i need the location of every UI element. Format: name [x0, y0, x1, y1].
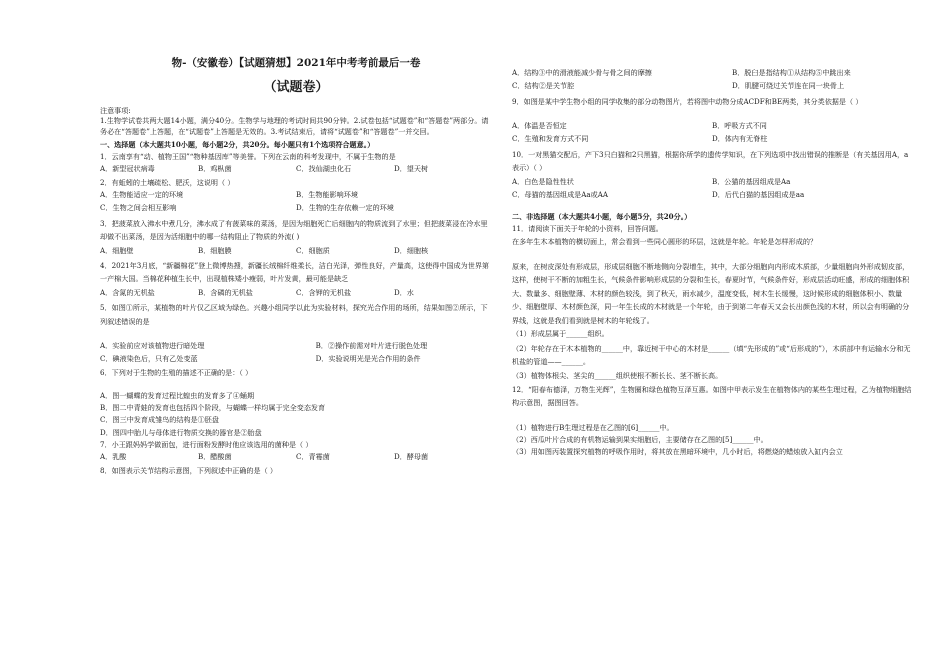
q5-option-a: A．实验前应对该植物进行暗处理 — [100, 340, 205, 350]
left-column — [100, 56, 492, 476]
q6-stem: 6．下列对于生物的生殖的描述不正确的是：（ ） — [100, 367, 253, 377]
q8-stem: 8．如图表示关节结构示意图，下列叙述中正确的是（ ） — [100, 465, 278, 475]
q8-option-b: B．脱臼是指结构①从结构⑤中跳出来 — [732, 68, 851, 77]
q7-stem: 7．小王跟妈妈学做面包，进行面粉发酵时他应该选用的菌种是（ ） — [100, 439, 313, 449]
q1-option-a: A．新型冠状病毒 — [100, 164, 155, 174]
q9-options-row1 — [512, 121, 912, 131]
section-gap — [512, 203, 912, 209]
q3-option-c: C．细胞质 — [296, 245, 330, 255]
q12-sub1: （1）植物进行B生理过程是在乙图的[6]______中。 — [512, 422, 674, 432]
q12-sub2: （2）西瓜叶片合成的有机物运输到果实细胞后，主要储存在乙图的[5]______中。 — [512, 435, 768, 444]
q8-option-d: D．肌腱可绕过关节连在同一块骨上 — [732, 81, 845, 91]
q11-sub3: （3）植物体根尖、茎尖的______组织使根不断长长、茎不断长高。 — [512, 370, 723, 380]
q10-stem: 10．一对黑猫交配后，产下3只白猫和2只黑猫，根据你所学的遗传学知识，在下列选项中找出错误的推断是（有关基因用A，a表示）（ ） — [512, 149, 909, 173]
q6-option-b: B．图二中青蛙的发育也包括四个阶段，与蝴蝶一样均属于完全变态发育 — [100, 403, 326, 413]
q9-option-a: A．体温是否恒定 — [512, 121, 567, 131]
q10-option-d: D．后代白猫的基因组成是aa — [712, 189, 805, 199]
q10-option-a: A．白色是隐性性状 — [512, 176, 574, 186]
q1-option-c: C．找仙湖虫化石 — [296, 164, 352, 174]
q5-options-row1 — [100, 341, 492, 351]
notice-label: 注意事项: — [100, 106, 131, 116]
q4-option-a: A．含氮的无机盐 — [100, 287, 155, 297]
q1-options — [100, 164, 492, 174]
q8-option-a: A．结构③中的滑液能减少骨与骨之间的摩擦 — [512, 68, 652, 77]
q5-stem: 5．如图①所示，某植物的叶片仅乙区域为绿色。兴趣小组同学以此为实验材料，探究光合作用的场所，结果如图②所示，下列叙述错误的是 — [100, 303, 488, 326]
q10-options-row1 — [512, 177, 912, 187]
q12-stem: 12．“阳春布德泽，万物生光辉”，生物圈和绿色植物互泽互惠。如图中甲表示发生在植物体内的某些生理过程，乙为植物细胞结构示意图，据图回答。 — [512, 384, 912, 408]
q3-stem: 3．把菠菜放入沸水中煮几分，沸水成了有菠菜味的菜汤，是因为细胞死亡后细胞内的物质流到了水里；但把菠菜浸在冷水里却做不出菜汤，是因为活细胞中的哪一结构阻止了物质的外流( ) — [100, 218, 488, 242]
q6-option-a: A．图一蝴蝶的发育过程比蝗虫的发育多了④蛹期 — [100, 390, 255, 400]
q10-option-c: C．母猫的基因组成是Aa或AA — [512, 189, 608, 199]
right-column — [512, 66, 912, 458]
q7-option-c: C．青霉菌 — [296, 452, 330, 462]
q1-option-b: B．鸡枞菌 — [198, 164, 232, 174]
q2-option-d: D．生物的生存依赖一定的环境 — [296, 203, 394, 213]
q11-question: 在多年生木本植物的横切面上，常会看到一些同心圆形的环层，这就是年轮。年轮是怎样形成的？ — [512, 236, 818, 246]
q8-option-c: C．结构②是关节腔 — [512, 81, 575, 91]
q4-stem: 4．2021年3月底，“新疆棉花”登上微博热搜，新疆长绒棉纤维柔长，洁白光泽，弹性良好，产量高，这使得中国成为世界第一产棉大国。当棉花种植生长中，出现植株矮小瘦弱，叶片发黄，最可能是缺乏 — [100, 260, 490, 284]
q7-option-a: A．乳酸 — [100, 452, 127, 462]
notice-text: 1.生物学试卷共两大题14小题，满分40分。生物学与地理的考试时间共90分钟。2.试卷包括“试题卷”和“答题卷”两部分。请务必在“答题卷”上答题，在“试题卷”上答题是无效的。3.考试结束后，请将“试题卷”和“答题卷”一并交回。 — [100, 116, 489, 136]
q9-option-b: B．呼吸方式不同 — [712, 121, 767, 131]
q8-options-row1 — [512, 68, 912, 78]
q12-sub3: （3）用如图丙装置探究植物的呼吸作用时，将其放在黑暗环境中，几小时后，将燃烧的蜡烛放入缸内会立 — [512, 447, 843, 457]
q12-figure-space — [512, 410, 912, 421]
q7-option-d: D．酵母菌 — [394, 452, 429, 462]
q2-options-row1 — [100, 190, 492, 200]
q6-figure-space — [100, 378, 492, 389]
q9-figure-space — [512, 108, 912, 119]
q10-option-b: B．公猫的基因组成是Aa — [712, 176, 791, 186]
q9-option-d: D．体内有无脊柱 — [712, 134, 768, 144]
q4-option-c: C．含钾的无机盐 — [296, 287, 352, 297]
q6-option-d: D．图四中胎儿与母体进行物质交换的器官是②胎盘 — [100, 427, 262, 437]
q5-option-b: B．②操作前需对叶片进行脱色处理 — [315, 340, 428, 350]
q4-option-b: B．含磷的无机盐 — [198, 287, 253, 297]
q2-option-b: B．生物能影响环境 — [296, 190, 358, 200]
q10-options-row2 — [512, 190, 912, 200]
q1-stem: 1．云南享有“动、植物王国”“物种基因库”等美誉。下列在云南的科考发现中，不属于生物的是 — [100, 152, 396, 162]
q4-options — [100, 288, 492, 298]
page-subtitle: （试题卷） — [263, 80, 329, 96]
q9-options-row2 — [512, 134, 912, 144]
section1-heading: 一、选择题（本大题共10小题，每小题2分，共20分。每小题只有1个选项符合题意。） — [100, 139, 375, 149]
q11-sub1: （1）形成层属于______组织。 — [512, 329, 609, 339]
q2-option-a: A．生物能适应一定的环境 — [100, 190, 184, 200]
q11-figure-space — [512, 247, 912, 258]
q3-option-b: B．细胞膜 — [198, 245, 232, 255]
q9-stem: 9．如图是某中学生物小组的同学收集的部分动物图片，若将图中动物分成ACDF和BE两类，其分类依据是（ ） — [512, 96, 863, 106]
q4-option-d: D．水 — [394, 287, 414, 297]
q2-options-row2 — [100, 203, 492, 213]
q7-options — [100, 452, 492, 462]
q3-option-a: A．细胞壁 — [100, 245, 134, 255]
q5-figure-space — [100, 328, 492, 339]
q7-option-b: B．醋酸菌 — [198, 452, 232, 462]
q11-stem: 11．请阅读下面关于年轮的小资料，回答问题。 — [512, 224, 663, 234]
q1-option-d: D．望天树 — [394, 164, 429, 174]
q9-option-c: C．生殖和发育方式不同 — [512, 134, 589, 144]
q2-stem: 2．有蚯蚓的土壤疏松、肥沃，这说明（ ） — [100, 177, 235, 187]
page-title: 物-（安徽卷）【试题猜想】2021年中考考前最后一卷 — [171, 57, 421, 69]
q2-option-c: C．生物之间会相互影响 — [100, 203, 177, 213]
q5-option-d: D．实验说明光是光合作用的条件 — [315, 354, 421, 364]
q3-option-d: D．细胞核 — [394, 245, 429, 255]
q3-options — [100, 246, 492, 256]
q11-passage: 原来，在树皮深处有形成层，形成层细胞不断地侧向分裂增生，其中，大部分细胞向内形成木质部，少量细胞向外形成韧皮部，这样，使树干不断的加粗生长，气候条件影响形成层的分裂和生长，春夏时节，气候条件好，形成层活动旺盛，形成的细胞体积大、数量多、细胞壁薄、木材的颜色较浅，到了秋天，雨水减少，温度变低，树木生长缓慢，这时候形成的细胞体积小、数量少、细胞壁厚、木材颜色深，同一年生长成的木材就是一个年轮，由于到第二年春天又会长出颜色浅的木材，所以会有明确的分界线，这就是我们看到就是树木的年轮线了。 — [512, 261, 910, 325]
q8-options-row2 — [512, 81, 912, 91]
section2-heading: 二、非选择题（本大题共4小题，每小题5分，共20分。） — [512, 212, 692, 222]
q5-options-row2 — [100, 354, 492, 364]
q6-option-c: C．图三中发育成雏鸟的结构是①胚盘 — [100, 415, 219, 425]
q11-sub2: （2）年轮存在于木本植物的______中，靠近树干中心的木材是______（填“先形成的”或“后形成的”），木质部中有运输水分和无机盐的管道——______。 — [512, 343, 911, 367]
q5-option-c: C．碘液染色后，只有乙处变蓝 — [100, 354, 198, 364]
